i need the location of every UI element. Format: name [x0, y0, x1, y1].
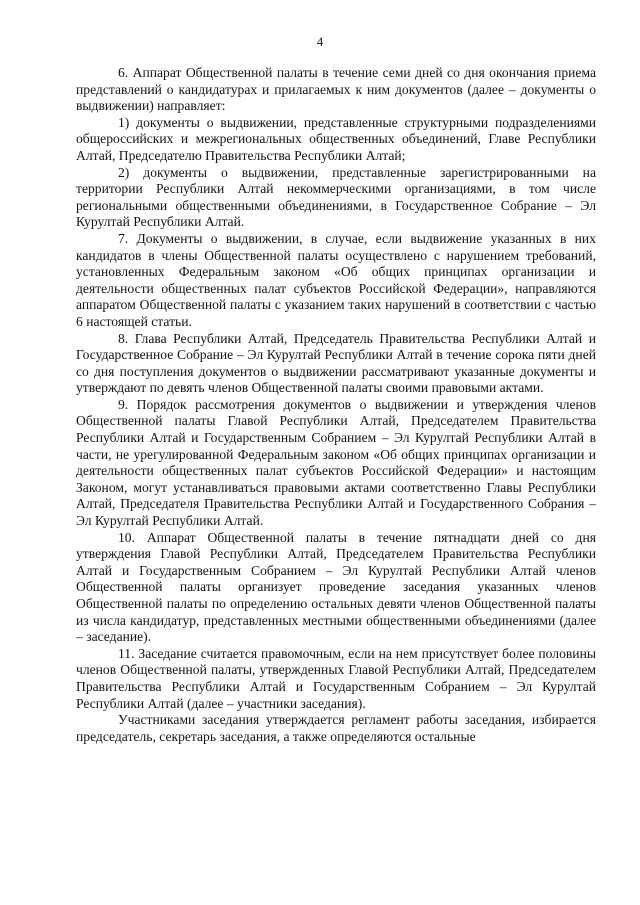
paragraph-8: 8. Глава Республики Алтай, Председатель Правительства Республики Алтай и Государственное Собрание – Эл Курултай Республики Алтай в течение сорока пяти дней со дня поступления документов о выдвижении рассматривают указанные документы и утверждают по девять членов Общественной палаты своими правовыми актами. [76, 330, 596, 396]
paragraph-6-item-1: 1) документы о выдвижении, представленные структурными подразделениями общероссийских и межрегиональных общественных объединений, Главе Республики Алтай, Председателю Правительства Республики Алтай; [76, 114, 596, 163]
document-body [76, 65, 596, 745]
paragraph-11: 11. Заседание считается правомочным, если на нем присутствует более половины членов Общественной палаты, утвержденных Главой Республики Алтай, Председателем Правительства Республики Алтай и Государственным Собранием – Эл Курултай Республики Алтай (далее – участники заседания). [76, 645, 596, 711]
paragraph-6: 6. Аппарат Общественной палаты в течение семи дней со дня окончания приема представлений о кандидатурах и прилагаемых к ним документов (далее – документы о выдвижении) направляет: [76, 65, 596, 114]
paragraph-7: 7. Документы о выдвижении, в случае, если выдвижение указанных в них кандидатов в члены Общественной палаты осуществлено с нарушением требований, установленных Федеральным законом «Об общих принципах организации и деятельности общественных палат субъектов Российской Федерации», направляются аппаратом Общественной палаты с указанием таких нарушений в соответствии с частью 6 настоящей статьи. [76, 230, 596, 329]
page-number: 4 [316, 34, 324, 49]
paragraph-9: 9. Порядок рассмотрения документов о выдвижении и утверждения членов Общественной палаты Главой Республики Алтай, Председателем Правительства Республики Алтай и Государственным Собранием – Эл Курултай Республики Алтай в части, не урегулированной Федеральным законом «Об общих принципах организации и деятельности общественных палат субъектов Российской Федерации» и настоящим Законом, могут устанавливаться правовыми актами соответственно Главы Республики Алтай, Председателя Правительства Республики Алтай и Государственного Собрания – Эл Курултай Республики Алтай. [76, 396, 596, 529]
paragraph-11-continuation: Участниками заседания утверждается регламент работы заседания, избирается председатель, секретарь заседания, а также определяются остальные [76, 712, 596, 744]
paragraph-6-item-2: 2) документы о выдвижении, представленные зарегистрированными на территории Республики Алтай некоммерческими организациями, в том числе региональными общественными объединениями, в Государственное Собрание – Эл Курултай Республики Алтай. [76, 164, 596, 230]
paragraph-10: 10. Аппарат Общественной палаты в течение пятнадцати дней со дня утверждения Главой Республики Алтай, Председателем Правительства Республики Алтай и Государственным Собранием – Эл Курултай Республики Алтай членов Общественной палаты организует проведение заседания указанных членов Общественной палаты по определению остальных девяти членов Общественной палаты из числа кандидатур, представленных местными общественными объединениями (далее – заседание). [76, 529, 596, 645]
